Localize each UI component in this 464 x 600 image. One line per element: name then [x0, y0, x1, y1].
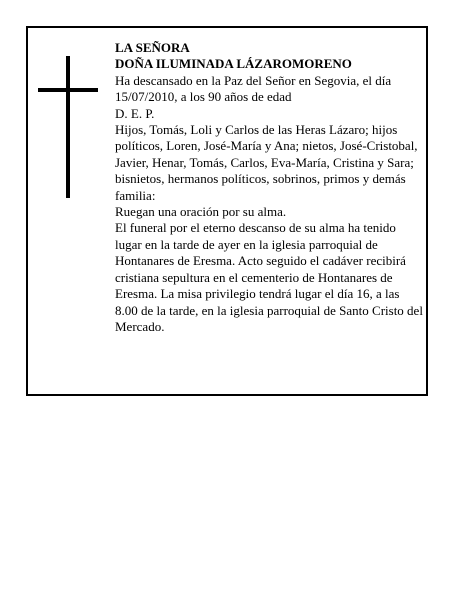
- death-info: Ha descansado en la Paz del Señor en Segovia, el día 15/07/2010, a los 90 años de edad: [115, 72, 392, 105]
- cross-vertical-bar: [66, 56, 70, 198]
- funeral-info: El funeral por el eterno descanso de su alma ha tenido lugar en la tarde de ayer en la iglesia parroquial de Hontanares de Eresma. Acto seguido el cadáver recibirá cristiana sepultura en el cementerio de Hontanares de Eresma. La misa privilegio tendrá lugar el día 16, a las 8.00 de la tarde, en la iglesia parroquial de Santo Cristo del Mercado.: [115, 220, 423, 334]
- notice-text: [115, 40, 423, 335]
- prayer-request: Ruegan una oración por su alma.: [115, 204, 287, 220]
- family-list: Hijos, Tomás, Loli y Carlos de las Heras Lázaro; hijos políticos, Loren, José-María y Ana; nietos, José-Cristobal, Javier, Henar, Tomás, Carlos, Eva-María, Cristina y Sara; bisnietos, hermanos políticos, sobrinos, primos y demás familia:: [115, 122, 418, 203]
- obituary-notice: [26, 26, 428, 396]
- notice-title-line-1: LA SEÑORA: [115, 40, 190, 55]
- deceased-name: DOÑA ILUMINADA LÁZAROMORENO: [115, 56, 352, 72]
- rip-line: D. E. P.: [115, 105, 155, 121]
- cross-icon: [38, 56, 98, 198]
- cross-horizontal-bar: [38, 88, 98, 92]
